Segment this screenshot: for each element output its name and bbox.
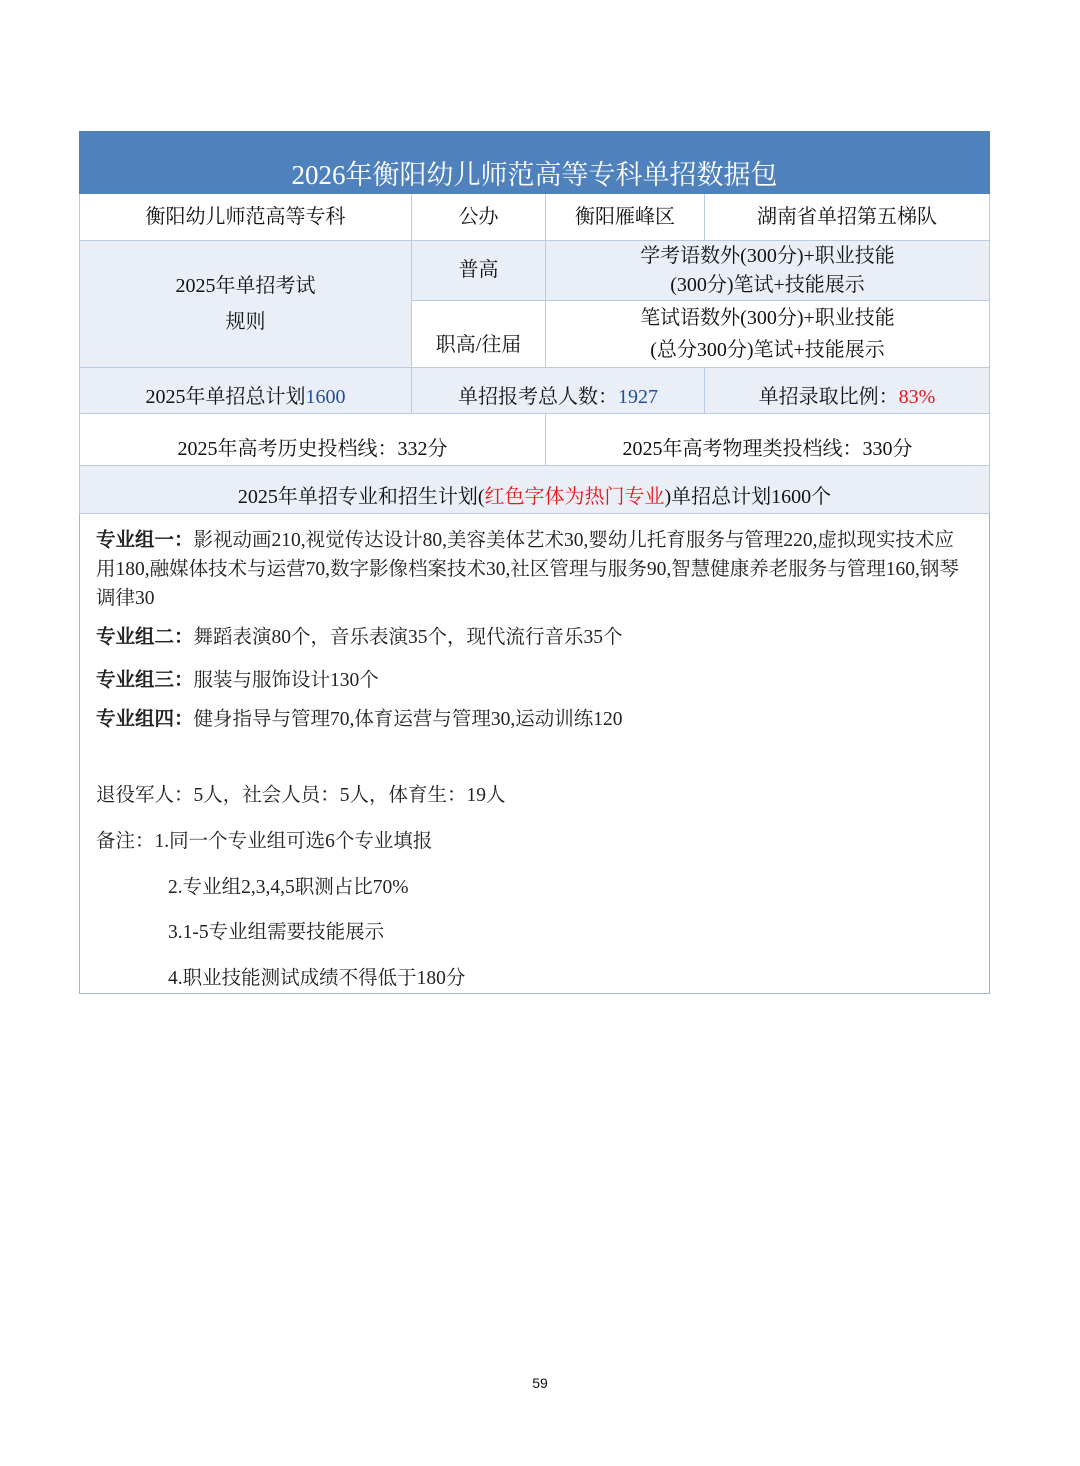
major-group-4 — [96, 705, 965, 734]
note-3: 3.1-5专业组需要技能展示 — [168, 922, 385, 943]
group-text: 影视动画210,视觉传达设计80,美容美体艺术30,婴幼儿托育服务与管理220,虚拟现实技术应用180,融媒体技术与运营70,数字影像档案技术30,社区管理与服务90,智慧健康养老服务与管理160,钢琴调律30 — [96, 530, 959, 609]
group-label: 专业组二： — [96, 627, 194, 648]
header-suffix: )单招总计划1600个 — [664, 486, 832, 508]
rule-line: (总分300分)笔试+技能展示 — [650, 339, 885, 361]
ratio-value: 83% — [898, 386, 936, 408]
zhigao-rule — [546, 301, 990, 368]
majors-body — [79, 514, 990, 994]
group-text: 舞蹈表演80个，音乐表演35个，现代流行音乐35个 — [193, 627, 623, 648]
school-type-cell: 公办 — [412, 194, 546, 241]
title-text: 2026年衡阳幼儿师范高等专科单招数据包 — [291, 160, 778, 190]
page-number: 59 — [532, 1375, 548, 1391]
label-line: 规则 — [225, 311, 266, 333]
exam-rules-label — [79, 241, 412, 368]
rule-line: 学考语数外(300分)+职业技能 — [640, 244, 895, 267]
special-quota: 退役军人：5人，社会人员：5人，体育生：19人 — [96, 785, 506, 806]
majors-header — [79, 466, 990, 514]
location-cell: 衡阳雁峰区 — [546, 194, 705, 241]
group-label: 专业组一： — [96, 530, 194, 551]
table-title — [79, 131, 990, 194]
zhigao-label: 职高/往届 — [412, 301, 546, 368]
rule-line: (300分)笔试+技能展示 — [670, 273, 865, 296]
plan-cell — [79, 368, 412, 414]
tier-cell: 湖南省单招第五梯队 — [705, 194, 990, 241]
school-name-cell: 衡阳幼儿师范高等专科 — [79, 194, 412, 241]
plan-value: 1600 — [305, 386, 346, 408]
header-prefix: 2025年单招专业和招生计划( — [237, 486, 485, 508]
note-2: 2.专业组2,3,4,5职测占比70% — [168, 877, 409, 898]
applicants-value: 1927 — [618, 386, 658, 408]
plan-label: 2025年单招总计划 — [145, 386, 306, 408]
major-group-1 — [96, 526, 965, 613]
major-group-3 — [96, 666, 965, 695]
ratio-label: 单招录取比例： — [758, 386, 899, 408]
history-cutoff: 2025年高考历史投档线：332分 — [79, 414, 546, 466]
group-label: 专业组四： — [96, 709, 194, 730]
note-4: 4.职业技能测试成绩不得低于180分 — [168, 968, 466, 989]
puguo-rule — [546, 241, 990, 301]
header-hot-note: 红色字体为热门专业 — [484, 486, 665, 508]
group-text: 服装与服饰设计130个 — [193, 670, 379, 691]
group-label: 专业组三： — [96, 670, 194, 691]
ratio-cell — [705, 368, 990, 414]
applicants-cell — [412, 368, 705, 414]
group-text: 健身指导与管理70,体育运营与管理30,运动训练120 — [193, 709, 623, 730]
applicants-label: 单招报考总人数： — [458, 386, 618, 408]
rule-line: 笔试语数外(300分)+职业技能 — [640, 307, 895, 329]
physics-cutoff: 2025年高考物理类投档线：330分 — [546, 414, 990, 466]
note-1: 备注：1.同一个专业组可选6个专业填报 — [96, 831, 433, 852]
major-group-2 — [96, 623, 965, 652]
puguo-label: 普高 — [412, 241, 546, 301]
label-line: 2025年单招考试 — [175, 275, 316, 297]
